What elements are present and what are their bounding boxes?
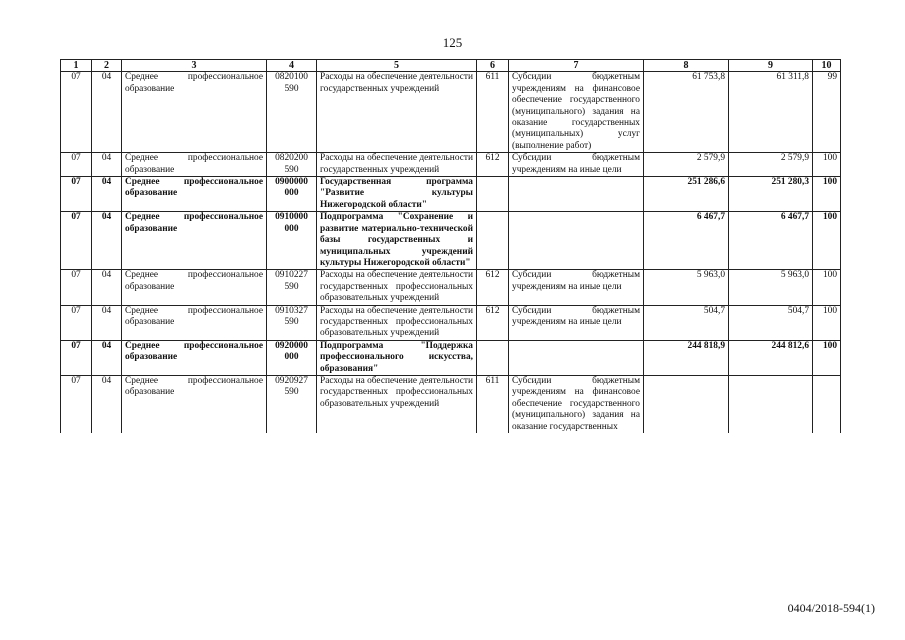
target-article-name: Государственная программа "Развитие культуры Нижегородской области" <box>317 177 477 212</box>
document-code: 0404/2018-594(1) <box>787 601 875 615</box>
planned-amount <box>644 375 729 433</box>
header-cell: 1 <box>61 60 92 72</box>
section-code: 07 <box>61 305 92 340</box>
executed-amount: 504,7 <box>729 305 813 340</box>
target-article-code: 0900000 000 <box>267 177 317 212</box>
section-code: 07 <box>61 375 92 433</box>
expense-type-name: Субсидии бюджетным учреждениям на финансовое обеспечение государственного (муниципального) задания на оказание государственных <box>509 375 644 433</box>
target-article-name: Расходы на обеспечение деятельности государственных учреждений <box>317 72 477 153</box>
table-header <box>61 60 841 72</box>
header-cell: 7 <box>509 60 644 72</box>
planned-amount: 2 579,9 <box>644 153 729 177</box>
target-article-name: Расходы на обеспечение деятельности государственных профессиональных образовательных учреждений <box>317 375 477 433</box>
target-article-name: Подпрограмма "Сохранение и развитие материально-технической базы государственных и муниципальных учреждений культуры Нижегородской области" <box>317 212 477 270</box>
header-cell: 10 <box>813 60 841 72</box>
expense-type-code <box>477 340 509 375</box>
subsection-code: 04 <box>92 212 122 270</box>
execution-percent: 100 <box>813 305 841 340</box>
header-cell: 6 <box>477 60 509 72</box>
section-code: 07 <box>61 177 92 212</box>
header-cell: 5 <box>317 60 477 72</box>
execution-percent: 100 <box>813 153 841 177</box>
section-name: Среднее профессиональное образование <box>122 375 267 433</box>
table-row <box>61 212 841 270</box>
executed-amount <box>729 375 813 433</box>
table-row <box>61 375 841 433</box>
expense-type-code: 611 <box>477 375 509 433</box>
planned-amount: 5 963,0 <box>644 270 729 305</box>
expense-type-code: 612 <box>477 153 509 177</box>
header-row <box>61 60 841 72</box>
target-article-name: Расходы на обеспечение деятельности государственных профессиональных образовательных учреждений <box>317 270 477 305</box>
page-number: 125 <box>442 35 463 50</box>
expense-type-code <box>477 177 509 212</box>
header-cell: 8 <box>644 60 729 72</box>
expense-type-name <box>509 212 644 270</box>
expense-type-code: 612 <box>477 270 509 305</box>
table-row <box>61 72 841 153</box>
target-article-code: 0820100 590 <box>267 72 317 153</box>
target-article-code: 0820200 590 <box>267 153 317 177</box>
table-row <box>61 177 841 212</box>
section-code: 07 <box>61 340 92 375</box>
target-article-code: 0920927 590 <box>267 375 317 433</box>
table-row <box>61 270 841 305</box>
section-name: Среднее профессиональное образование <box>122 72 267 153</box>
expense-type-name: Субсидии бюджетным учреждениям на финансовое обеспечение государственного (муниципального) задания на оказание государственных (муниципальных) услуг (выполнение работ) <box>509 72 644 153</box>
subsection-code: 04 <box>92 177 122 212</box>
target-article-code: 0910000 000 <box>267 212 317 270</box>
executed-amount: 2 579,9 <box>729 153 813 177</box>
expense-type-code: 611 <box>477 72 509 153</box>
expense-type-name <box>509 340 644 375</box>
executed-amount: 6 467,7 <box>729 212 813 270</box>
section-code: 07 <box>61 212 92 270</box>
header-cell: 4 <box>267 60 317 72</box>
planned-amount: 6 467,7 <box>644 212 729 270</box>
header-cell: 9 <box>729 60 813 72</box>
table-row <box>61 340 841 375</box>
target-article-name: Расходы на обеспечение деятельности государственных учреждений <box>317 153 477 177</box>
executed-amount: 244 812,6 <box>729 340 813 375</box>
subsection-code: 04 <box>92 305 122 340</box>
section-code: 07 <box>61 270 92 305</box>
section-code: 07 <box>61 72 92 153</box>
section-name: Среднее профессиональное образование <box>122 305 267 340</box>
target-article-code: 0910327 590 <box>267 305 317 340</box>
target-article-code: 0910227 590 <box>267 270 317 305</box>
section-name: Среднее профессиональное образование <box>122 177 267 212</box>
subsection-code: 04 <box>92 72 122 153</box>
section-name: Среднее профессиональное образование <box>122 153 267 177</box>
executed-amount: 251 280,3 <box>729 177 813 212</box>
section-name: Среднее профессиональное образование <box>122 270 267 305</box>
execution-percent: 100 <box>813 340 841 375</box>
section-name: Среднее профессиональное образование <box>122 340 267 375</box>
expense-type-name: Субсидии бюджетным учреждениям на иные цели <box>509 270 644 305</box>
subsection-code: 04 <box>92 340 122 375</box>
executed-amount: 5 963,0 <box>729 270 813 305</box>
expense-type-code: 612 <box>477 305 509 340</box>
execution-percent: 99 <box>813 72 841 153</box>
planned-amount: 244 818,9 <box>644 340 729 375</box>
planned-amount: 61 753,8 <box>644 72 729 153</box>
header-cell: 2 <box>92 60 122 72</box>
target-article-name: Подпрограмма "Поддержка профессионального искусства, образования" <box>317 340 477 375</box>
subsection-code: 04 <box>92 375 122 433</box>
planned-amount: 251 286,6 <box>644 177 729 212</box>
subsection-code: 04 <box>92 270 122 305</box>
header-cell: 3 <box>122 60 267 72</box>
section-code: 07 <box>61 153 92 177</box>
planned-amount: 504,7 <box>644 305 729 340</box>
section-name: Среднее профессиональное образование <box>122 212 267 270</box>
expense-type-name: Субсидии бюджетным учреждениям на иные цели <box>509 153 644 177</box>
executed-amount: 61 311,8 <box>729 72 813 153</box>
subsection-code: 04 <box>92 153 122 177</box>
execution-percent: 100 <box>813 177 841 212</box>
table-row <box>61 153 841 177</box>
execution-percent <box>813 375 841 433</box>
execution-percent: 100 <box>813 270 841 305</box>
target-article-code: 0920000 000 <box>267 340 317 375</box>
expense-type-name: Субсидии бюджетным учреждениям на иные цели <box>509 305 644 340</box>
target-article-name: Расходы на обеспечение деятельности государственных профессиональных образовательных учреждений <box>317 305 477 340</box>
table-row <box>61 305 841 340</box>
expense-type-code <box>477 212 509 270</box>
budget-table <box>60 59 841 433</box>
expense-type-name <box>509 177 644 212</box>
execution-percent: 100 <box>813 212 841 270</box>
